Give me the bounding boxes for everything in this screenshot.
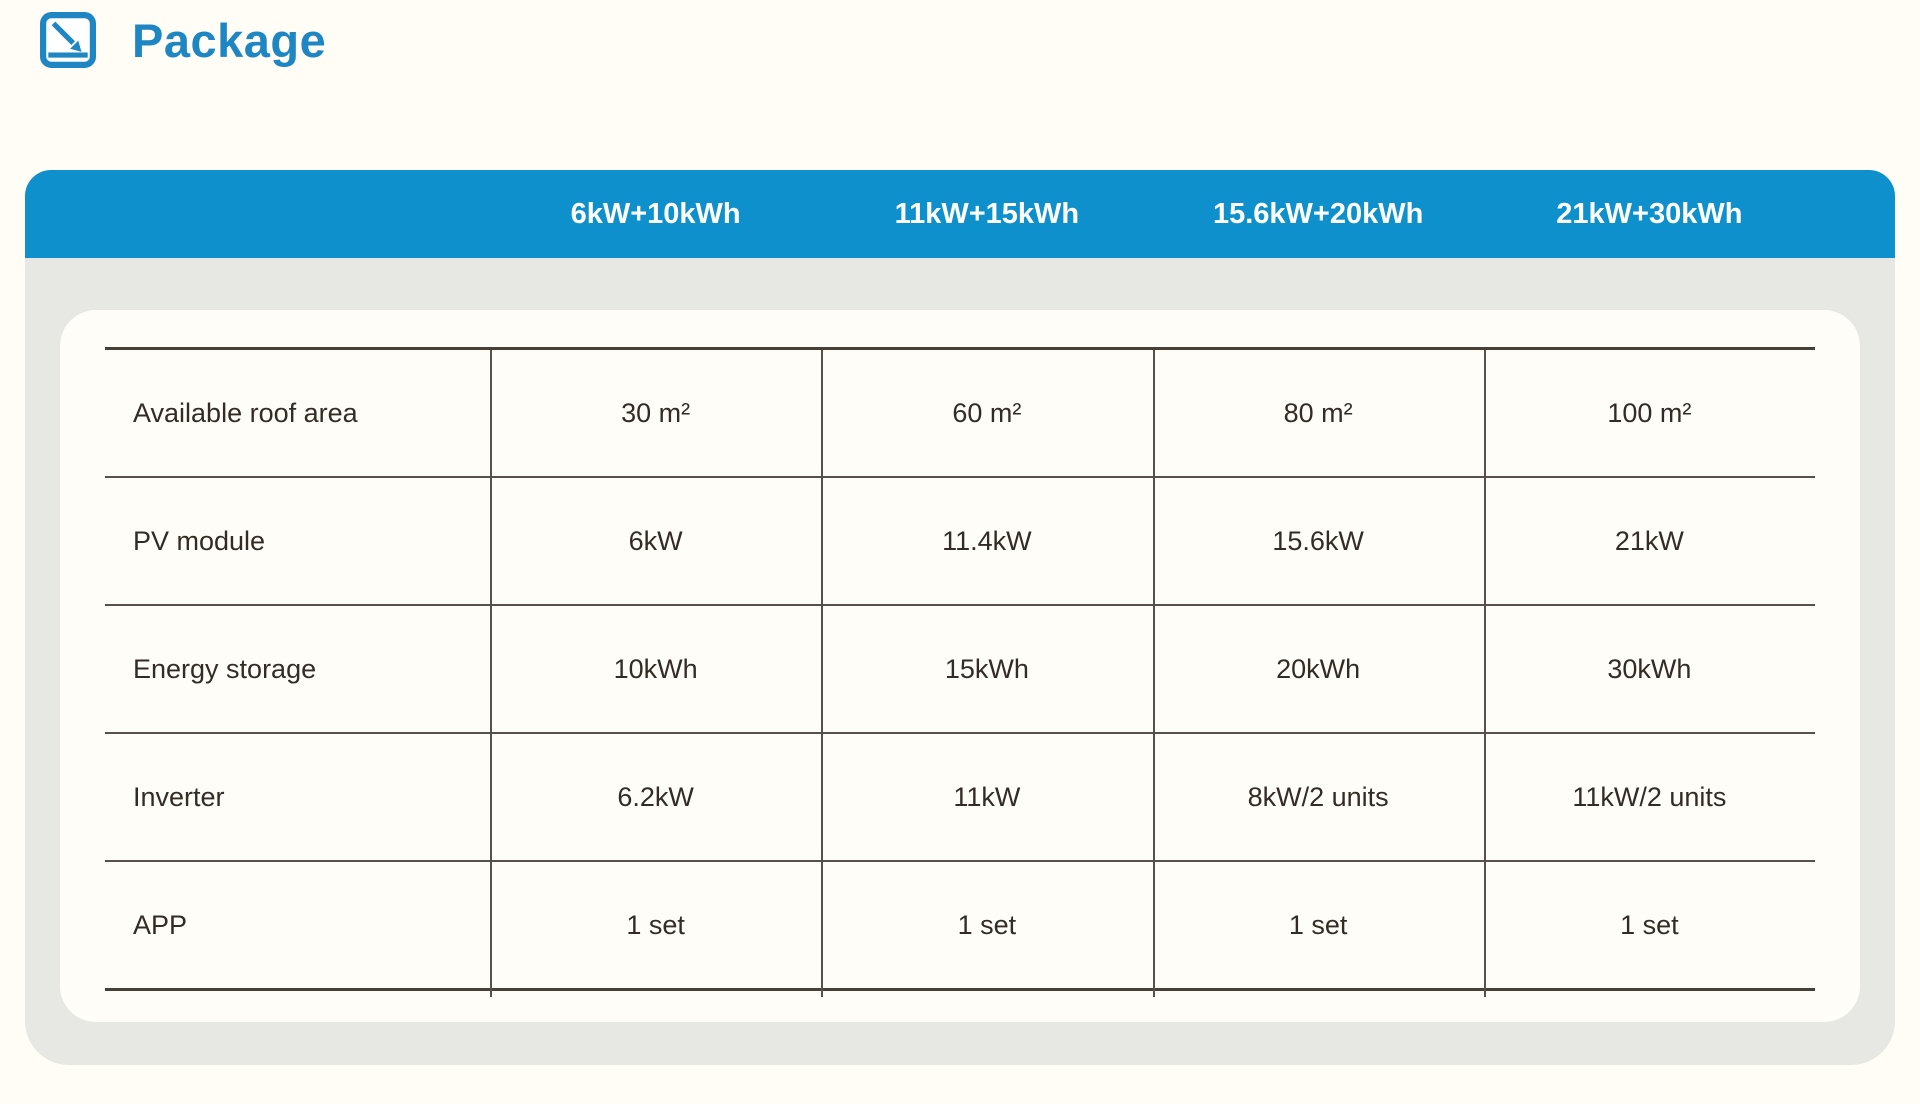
table-cell: 15.6kW [1272,525,1364,556]
page-title: Package [132,13,327,67]
table-header-bar [25,170,1895,258]
package-panel [25,170,1895,1065]
table-row [105,860,1815,988]
column-header: 11kW+15kWh [894,197,1080,230]
table-cell: 11.4kW [942,525,1032,556]
declining-trend-chart-icon [40,12,96,68]
table-cell: 10kWh [613,653,698,684]
table-cell: 1 set [1620,909,1679,940]
table-vertical-divider [821,350,823,997]
table-vertical-divider [1484,350,1486,997]
table-body-area [25,258,1895,1065]
column-header: 15.6kW+20kWh [1212,197,1424,230]
table-cell: 80 m² [1283,397,1353,428]
table-vertical-divider [1153,350,1155,997]
table-cell: 11kW [953,781,1021,812]
table-cell: 11kW/2 units [1572,781,1727,812]
table-cell: 60 m² [952,397,1022,428]
table-cell: 100 m² [1607,397,1692,428]
table-vertical-divider [490,350,492,997]
table-cell: 30kWh [1607,653,1692,684]
table-cell: 6.2kW [617,781,694,812]
column-header: 6kW+10kWh [570,197,741,230]
table-cell: 15kWh [944,653,1029,684]
row-label: APP [133,909,188,940]
header-row [105,170,1815,258]
table-cell: 8kW/2 units [1247,781,1389,812]
row-label: Inverter [133,781,225,812]
table-row [105,732,1815,860]
row-label: PV module [133,525,266,556]
table-cell: 21kW [1614,525,1684,556]
table-row [105,604,1815,732]
table-row [105,350,1815,476]
section-header [40,12,326,68]
table-cell: 1 set [957,909,1017,940]
table-cell: 30 m² [621,397,691,428]
package-table [105,347,1815,991]
table-cell: 1 set [1288,909,1348,940]
table-cell: 1 set [626,909,685,940]
table-row [105,476,1815,604]
table-cell: 6kW [628,525,683,556]
table-cell: 20kWh [1276,653,1361,684]
row-label: Energy storage [133,653,317,684]
table-card [60,310,1860,1022]
column-header: 21kW+30kWh [1556,197,1743,230]
row-label: Available roof area [133,397,358,428]
